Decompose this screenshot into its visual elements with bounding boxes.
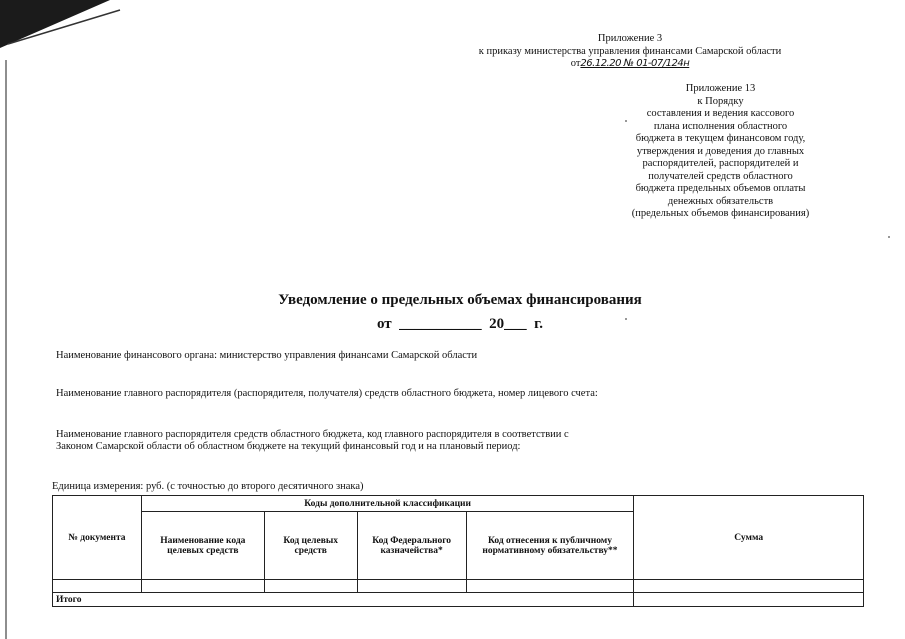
handwritten-date: 26.12.20 № 01-07/124н [580, 58, 690, 69]
col-doc-number: № документа [53, 496, 142, 580]
unit-of-measure: Единица измерения: руб. (с точностью до второго десятичного знака) [52, 481, 364, 492]
appendix13-line: (предельных объемов финансирования) [631, 208, 810, 219]
appendix13-line: бюджета предельных объемов оплаты [635, 183, 806, 194]
total-label: Итого [53, 593, 634, 607]
col-treasury-code: Код Федерального казначейства* [357, 512, 466, 580]
table-cell [634, 580, 864, 593]
appendix3-block [440, 33, 820, 71]
table-row [53, 580, 864, 593]
appendix13-line: к Порядку [697, 95, 744, 107]
table-cell [264, 580, 357, 593]
appendix13-line: бюджета в текущем финансовом году, [635, 133, 806, 144]
total-row [53, 593, 864, 607]
appendix13-line: составления и ведения кассового [646, 108, 795, 119]
appendix13-line: утверждения и доведения до главных [636, 145, 805, 157]
appendix13-label: Приложение 13 [685, 83, 756, 94]
col-code-name: Наименование кода целевых средств [141, 512, 264, 580]
main-manager-code-line-1: Наименование главного распорядителя средств областного бюджета, код главного распорядителя в соответствии с [56, 429, 569, 440]
appendix3-date-line: от26.12.20 № 01-07/124н [570, 58, 690, 69]
scan-speck [888, 236, 890, 238]
total-sum-cell [634, 593, 864, 607]
scan-speck [625, 318, 627, 320]
appendix13-line: распорядителей, распорядителей и [642, 158, 799, 169]
table-cell [357, 580, 466, 593]
appendix13-block [618, 83, 823, 221]
col-group-additional-codes: Коды дополнительной классификации [141, 496, 633, 512]
col-sum: Сумма [634, 496, 864, 580]
appendix13-line: денежных обязательств [667, 195, 774, 207]
table-cell [466, 580, 634, 593]
appendix3-label: Приложение 3 [597, 33, 663, 44]
appendix3-order: к приказу министерства управления финансами Самарской области [478, 45, 782, 57]
document-date-line: от ___________ 20___ г. [376, 316, 544, 332]
financial-body-field: Наименование финансового органа: министерство управления финансами Самарской области [56, 350, 478, 361]
appendix13-line: плана исполнения областного [653, 120, 788, 132]
col-public-obligation-code: Код отнесения к публичному нормативному обязательству** [466, 512, 634, 580]
col-target-codes: Код целевых средств [264, 512, 357, 580]
appendix13-line: получателей средств областного [648, 170, 793, 182]
document-title: Уведомление о предельных объемах финансирования [278, 292, 642, 308]
table-cell [53, 580, 142, 593]
limits-table [52, 495, 864, 607]
main-manager-field: Наименование главного распорядителя (распорядителя, получателя) средств областного бюджета, номер лицевого счета: [56, 388, 598, 399]
main-manager-code-line-2: Законом Самарской области об областном бюджете на текущий финансовый год и на плановый период: [56, 441, 521, 452]
table-cell [141, 580, 264, 593]
